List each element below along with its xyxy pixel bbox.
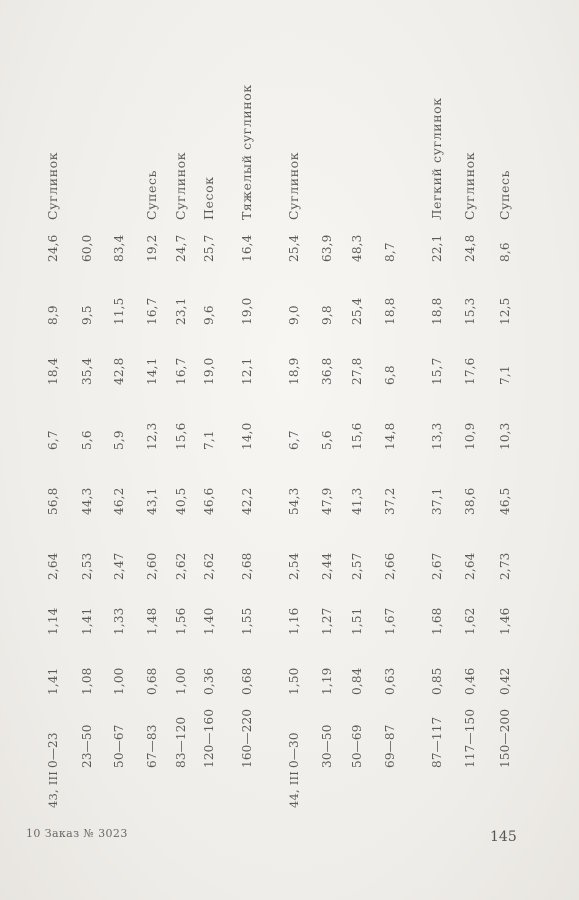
- value-cell: 0,68: [240, 667, 254, 695]
- value-cell: 12,5: [498, 297, 512, 325]
- value-cell: 56,8: [46, 487, 60, 515]
- value-cell: 2,60: [145, 552, 159, 580]
- value-cell: 54,3: [287, 487, 301, 515]
- value-cell: 2,53: [80, 552, 94, 580]
- depth-cell: 0—30: [287, 732, 301, 768]
- value-cell: 11,5: [112, 297, 126, 325]
- value-cell: 1,19: [320, 667, 334, 695]
- soil-type-cell: Суглинок: [286, 151, 301, 220]
- value-cell: 25,4: [350, 297, 364, 325]
- value-cell: 24,6: [46, 234, 60, 262]
- value-cell: 5,6: [80, 430, 94, 450]
- value-cell: 1,14: [46, 607, 60, 635]
- depth-cell: 67—83: [145, 724, 159, 768]
- value-cell: 1,56: [174, 607, 188, 635]
- value-cell: 1,00: [112, 667, 126, 695]
- value-cell: 24,8: [463, 234, 477, 262]
- value-cell: 48,3: [350, 234, 364, 262]
- value-cell: 2,64: [463, 552, 477, 580]
- sample-id-cell: 43, III: [46, 771, 60, 808]
- value-cell: 16,4: [240, 234, 254, 262]
- value-cell: 19,2: [145, 234, 159, 262]
- value-cell: 14,0: [240, 422, 254, 450]
- value-cell: 10,3: [498, 422, 512, 450]
- value-cell: 0,36: [202, 667, 216, 695]
- value-cell: 18,8: [383, 297, 397, 325]
- soil-type-cell: Суглинок: [462, 151, 477, 220]
- value-cell: 1,08: [80, 667, 94, 695]
- value-cell: 2,73: [498, 552, 512, 580]
- value-cell: 17,6: [463, 357, 477, 385]
- value-cell: 16,7: [145, 297, 159, 325]
- value-cell: 83,4: [112, 234, 126, 262]
- soil-type-cell: Суглинок: [45, 151, 60, 220]
- value-cell: 24,7: [174, 234, 188, 262]
- value-cell: 36,8: [320, 357, 334, 385]
- value-cell: 38,6: [463, 487, 477, 515]
- value-cell: 1,67: [383, 607, 397, 635]
- depth-cell: 160—220: [240, 708, 254, 768]
- value-cell: 0,84: [350, 667, 364, 695]
- value-cell: 12,1: [240, 357, 254, 385]
- value-cell: 1,33: [112, 607, 126, 635]
- value-cell: 2,68: [240, 552, 254, 580]
- value-cell: 0,68: [145, 667, 159, 695]
- value-cell: 0,85: [430, 667, 444, 695]
- value-cell: 6,8: [383, 365, 397, 385]
- value-cell: 19,0: [240, 297, 254, 325]
- value-cell: 42,2: [240, 487, 254, 515]
- value-cell: 37,1: [430, 487, 444, 515]
- depth-cell: 150—200: [498, 708, 512, 768]
- value-cell: 47,9: [320, 487, 334, 515]
- soil-type-cell: Супесь: [497, 169, 512, 220]
- soil-type-cell: Легкий суглинок: [429, 97, 444, 220]
- value-cell: 46,2: [112, 487, 126, 515]
- value-cell: 8,9: [46, 305, 60, 325]
- sample-id-cell: 44, III: [287, 771, 301, 808]
- value-cell: 9,8: [320, 305, 334, 325]
- value-cell: 2,62: [202, 552, 216, 580]
- value-cell: 1,68: [430, 607, 444, 635]
- value-cell: 40,5: [174, 487, 188, 515]
- value-cell: 1,55: [240, 607, 254, 635]
- printer-order-mark: 10 Заказ № 3023: [26, 827, 128, 840]
- value-cell: 9,6: [202, 305, 216, 325]
- value-cell: 42,8: [112, 357, 126, 385]
- depth-cell: 50—69: [350, 724, 364, 768]
- value-cell: 15,6: [350, 422, 364, 450]
- soil-type-cell: Песок: [201, 176, 216, 220]
- value-cell: 6,7: [287, 430, 301, 450]
- value-cell: 27,8: [350, 357, 364, 385]
- value-cell: 46,5: [498, 487, 512, 515]
- value-cell: 5,6: [320, 430, 334, 450]
- value-cell: 37,2: [383, 487, 397, 515]
- soil-type-cell: Тяжелый суглинок: [239, 84, 254, 220]
- value-cell: 1,00: [174, 667, 188, 695]
- value-cell: 23,1: [174, 297, 188, 325]
- value-cell: 22,1: [430, 234, 444, 262]
- value-cell: 14,8: [383, 422, 397, 450]
- value-cell: 43,1: [145, 487, 159, 515]
- depth-cell: 83—120: [174, 716, 188, 768]
- value-cell: 9,0: [287, 305, 301, 325]
- value-cell: 0,42: [498, 667, 512, 695]
- value-cell: 9,5: [80, 305, 94, 325]
- value-cell: 13,3: [430, 422, 444, 450]
- value-cell: 0,63: [383, 667, 397, 695]
- depth-cell: 87—117: [430, 716, 444, 768]
- value-cell: 1,46: [498, 607, 512, 635]
- value-cell: 8,6: [498, 242, 512, 262]
- value-cell: 41,3: [350, 487, 364, 515]
- value-cell: 16,7: [174, 357, 188, 385]
- value-cell: 2,44: [320, 552, 334, 580]
- depth-cell: 120—160: [202, 708, 216, 768]
- soil-type-cell: Суглинок: [173, 151, 188, 220]
- value-cell: 1,41: [80, 607, 94, 635]
- value-cell: 1,40: [202, 607, 216, 635]
- value-cell: 2,47: [112, 552, 126, 580]
- value-cell: 14,1: [145, 357, 159, 385]
- value-cell: 5,9: [112, 430, 126, 450]
- value-cell: 7,1: [498, 365, 512, 385]
- value-cell: 2,62: [174, 552, 188, 580]
- value-cell: 2,54: [287, 552, 301, 580]
- value-cell: 10,9: [463, 422, 477, 450]
- soil-type-cell: Супесь: [144, 169, 159, 220]
- value-cell: 0,46: [463, 667, 477, 695]
- value-cell: 60,0: [80, 234, 94, 262]
- value-cell: 63,9: [320, 234, 334, 262]
- value-cell: 18,8: [430, 297, 444, 325]
- value-cell: 1,41: [46, 667, 60, 695]
- value-cell: 18,9: [287, 357, 301, 385]
- value-cell: 19,0: [202, 357, 216, 385]
- depth-cell: 69—87: [383, 724, 397, 768]
- depth-cell: 0—23: [46, 732, 60, 768]
- value-cell: 12,3: [145, 422, 159, 450]
- value-cell: 15,7: [430, 357, 444, 385]
- value-cell: 46,6: [202, 487, 216, 515]
- value-cell: 1,27: [320, 607, 334, 635]
- value-cell: 2,64: [46, 552, 60, 580]
- value-cell: 1,51: [350, 607, 364, 635]
- value-cell: 35,4: [80, 357, 94, 385]
- value-cell: 1,16: [287, 607, 301, 635]
- value-cell: 1,62: [463, 607, 477, 635]
- value-cell: 6,7: [46, 430, 60, 450]
- value-cell: 2,66: [383, 552, 397, 580]
- value-cell: 25,7: [202, 234, 216, 262]
- value-cell: 25,4: [287, 234, 301, 262]
- value-cell: 7,1: [202, 430, 216, 450]
- depth-cell: 23—50: [80, 724, 94, 768]
- value-cell: 15,6: [174, 422, 188, 450]
- value-cell: 18,4: [46, 357, 60, 385]
- value-cell: 8,7: [383, 242, 397, 262]
- depth-cell: 30—50: [320, 724, 334, 768]
- value-cell: 1,50: [287, 667, 301, 695]
- value-cell: 15,3: [463, 297, 477, 325]
- value-cell: 1,48: [145, 607, 159, 635]
- depth-cell: 50—67: [112, 724, 126, 768]
- value-cell: 2,57: [350, 552, 364, 580]
- depth-cell: 117—150: [463, 708, 477, 768]
- page-number: 145: [490, 829, 517, 845]
- value-cell: 44,3: [80, 487, 94, 515]
- value-cell: 2,67: [430, 552, 444, 580]
